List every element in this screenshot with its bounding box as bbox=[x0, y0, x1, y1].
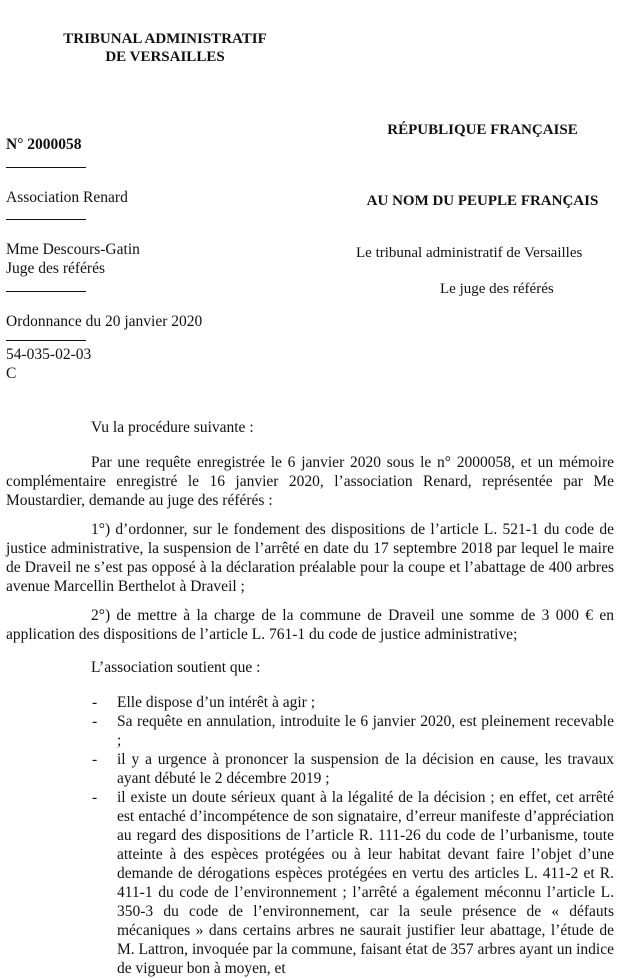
list-item bbox=[6, 712, 614, 750]
judge-title-line: Le juge des référés bbox=[440, 281, 554, 297]
procedure-heading: Vu la procédure suivante : bbox=[91, 419, 254, 436]
arguments-heading: L’association soutient que : bbox=[91, 659, 261, 676]
arguments-list bbox=[6, 693, 614, 978]
list-item-text: Elle dispose d’un intérêt à agir ; bbox=[117, 694, 315, 711]
paragraph-claim-2 bbox=[6, 606, 614, 644]
classification-block bbox=[6, 345, 91, 383]
publication-letter: C bbox=[6, 365, 17, 382]
list-item bbox=[6, 693, 614, 712]
paragraph-claim-2-text: 2°) de mettre à la charge de la commune de Draveil une somme de 3 000 € en application des dispositions de l’article L. 761-1 du code de justice administrative; bbox=[6, 607, 614, 643]
list-item-text: il y a urgence à prononcer la suspension de la décision en cause, les travaux ayant débuté le 2 décembre 2019 ; bbox=[117, 751, 614, 787]
dash-marker: - bbox=[92, 751, 98, 768]
people-title: AU NOM DU PEUPLE FRANÇAIS bbox=[366, 193, 599, 209]
judge-block bbox=[6, 240, 140, 278]
tribunal-line: Le tribunal administratif de Versailles bbox=[356, 245, 583, 261]
divider bbox=[6, 167, 86, 168]
paragraph-claim-1-text: 1°) d’ordonner, sur le fondement des dispositions de l’article L. 521-1 du code de justice administrative, la suspension de l’arrêté en date du 17 septembre 2018 par lequel le maire de Draveil ne s’est pas opposé à la déclaration préalable pour la coupe et l’abattage de 400 arbres avenue Marcellin Berthelot à Draveil ; bbox=[6, 521, 614, 595]
judge-name: Mme Descours-Gatin bbox=[6, 241, 140, 258]
court-name-line1: TRIBUNAL ADMINISTRATIF bbox=[63, 31, 267, 47]
divider bbox=[6, 340, 86, 341]
list-item-text: il existe un doute sérieux quant à la légalité de la décision ; en effet, cet arrêté est entaché d’incompétence de son signataire, d’erreur manifeste d’appréciation au regard des dispositions de l’article R. 111-26 du code de l’urbanisme, toute atteinte à des espèces protégées ou à leur habitat devant faire l’objet d’une demande de dérogations espèces protégées en vertu des articles L. 411-2 et R. 411-1 du code de l’environnement ; l’arrêté a également méconnu l’article L. 350-3 du code de l’environnement, car la seule présence de « défauts mécaniques » dans certains arbres ne saurait justifier leur abattage, l’étude de M. Lattron, invoquée par la commune, faisant état de 357 arbres ayant un indice de vigueur bon à moyen, et bbox=[117, 789, 614, 977]
classification-code: 54-035-02-03 bbox=[6, 346, 92, 363]
paragraph-request bbox=[6, 453, 614, 510]
judge-role: Juge des référés bbox=[6, 260, 105, 277]
divider bbox=[6, 291, 86, 292]
republic-title: RÉPUBLIQUE FRANÇAISE bbox=[387, 122, 578, 138]
dash-marker: - bbox=[92, 789, 98, 806]
list-item bbox=[6, 788, 614, 978]
court-name-line2: DE VERSAILLES bbox=[105, 49, 225, 65]
dash-marker: - bbox=[92, 694, 98, 711]
paragraph-claim-1 bbox=[6, 520, 614, 596]
divider bbox=[6, 219, 86, 220]
list-item bbox=[6, 750, 614, 788]
ordonnance-date: Ordonnance du 20 janvier 2020 bbox=[6, 313, 203, 330]
paragraph-request-text: Par une requête enregistrée le 6 janvier 2020 sous le n° 2000058, et un mémoire complémentaire enregistré le 16 janvier 2020, l’association Renard, représentée par Me Moustardier, demande au juge des référés : bbox=[6, 454, 614, 509]
dash-marker: - bbox=[92, 713, 98, 730]
list-item-text: Sa requête en annulation, introduite le 6 janvier 2020, est pleinement recevable ; bbox=[117, 713, 614, 749]
case-number: N° 2000058 bbox=[6, 136, 82, 153]
court-name bbox=[50, 30, 280, 66]
party-name: Association Renard bbox=[6, 189, 128, 206]
